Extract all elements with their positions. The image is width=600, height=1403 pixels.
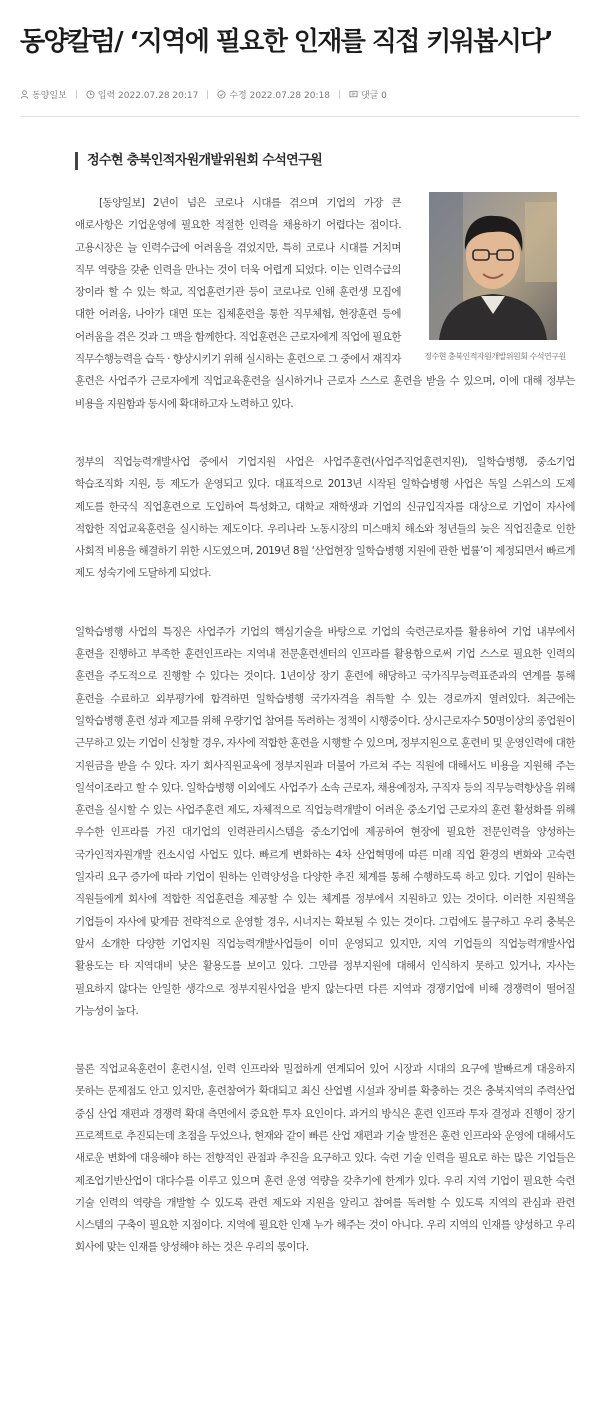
- article-subtitle: 정수현 충북인적자원개발위원회 수석연구원: [75, 152, 580, 170]
- header-divider: [20, 116, 580, 117]
- input-date: 입력 2022.07.28 20:17: [97, 90, 199, 101]
- article-paragraph: [동양일보] 2년이 넘은 코로나 시대를 겪으며 기업의 가장 큰 애로사항은 기업운영에 필요한 적절한 인력을 채용하기 어렵다는 점이다. 고용시장은 늘 인력수급에 어려움을 겪었지만, 특히 코로나 시대를 거치며 직무 역량을 갖춘 인력을 만나는 것이 더욱 어렵게 되었다. 이는 인력수급의 장이라 할 수 있는 학교, 직업훈련기관 등이 코로나로 인해 훈련생 모집에 대한 어려움, 나아가 대면 또는 집체훈련을 통한 직무체험, 현장훈련 등에 어려움을 겪은 것과 그 맥을 함께한다. 직업훈련은 근로자에게 직업에 필요한 직무수행능력을 습득 · 향상시키기 위해 실시하는 훈련으로 그 중에서 재직자 훈련은 사업주가 근로자에게 직업교육훈련을 실시하거나 근로자 스스로 훈련을 받을 수 있으며, 이에 대해 정부는 비용을 지원함과 동시에 확대하고자 노력하고 있다.: [75, 197, 575, 410]
- meta-divider: [76, 90, 77, 99]
- author-info[interactable]: [20, 88, 67, 101]
- comment-icon: [349, 90, 358, 99]
- article-paragraph: 일학습병행 사업의 특징은 사업주가 기업의 핵심기술을 바탕으로 기업의 숙련근로자를 활용하여 기업 내부에서 훈련을 진행하고 부족한 훈련인프라는 지역내 전문훈련센터의 인프라를 활용함으로써 기업 스스로 필요한 인력의 훈련을 주도적으로 진행할 수 있다는 것이다. 1년이상 장기 훈련에 해당하고 국가직무능력표준과의 연계를 통해 훈련을 수료하고 외부평가에 합격하면 일학습병행 국가자격을 취득할 수 있는 경로까지 열려있다. 최근에는 일학습병행 훈련 성과 제고를 위해 우량기업 참여를 독려하는 정책이 시행중이다. 상시근로자수 50명이상의 종업원이 근무하고 있는 기업이 신청할 경우, 자사에 적합한 훈련을 시행할 수 있으며, 정부지원으로 훈련비 및 운영인력에 대한 지원금을 받을 수 있다. 자기 회사직원교육에 정부지원과 더불어 가르쳐 주는 직원에 대해서도 비용을 지원해 주는 일석이조라고 할 수 있다. 일학습병행 이외에도 사업주가 소속 근로자, 채용예정자, 구직자 등의 직무능력향상을 위해 훈련을 실시할 수 있는 사업주훈련 제도, 자체적으로 직업능력개발이 어려운 중소기업 근로자의 훈련 활성화를 위해 우수한 인프라를 가진 대기업의 인력관리시스템을 중소기업에 제공하여 현장에 필요한 전문인력을 양성하는 국가인적자원개발 컨소시엄 사업도 있다. 빠르게 변화하는 4차 산업혁명에 따른 미래 직업 환경의 변화와 고숙련 일자리 요구 증가에 따라 기업이 원하는 인력양성을 다양한 추진 체계를 통해 수행하도록 하고 있다. 기업이 원하는 직원들에게 회사에 적합한 직업훈련을 제공할 수 있는 체계를 정부에서 지원하고 있는 것이다. 이러한 지원책을 기업들이 자사에 맞게끔 전략적으로 운영할 경우, 시너지는 확보될 수 있는 것이다. 그럼에도 불구하고 우리 충북은 앞서 소개한 다양한 기업지원 직업능력개발사업들이 이미 운영되고 있지만, 지역 기업들의 직업능력개발사업 활용도는 타 지역대비 낮은 활용도를 보이고 있다. 그만큼 정부지원에 대해서 인식하지 못하고 있거나, 자사는 필요하지 않다는 안일한 생각으로 정부지원사업을 받지 않는다면 다른 지역과 경쟁기업에 비해 경쟁력이 떨어질 가능성이 높다.: [75, 625, 575, 1017]
- photo-caption: 정수현 충북인적자원개발위원회 수석연구원: [424, 352, 566, 361]
- input-date-info: [86, 88, 199, 101]
- article-meta: [20, 86, 580, 102]
- person-icon: [20, 90, 29, 99]
- article-headline: 동양칼럼/ ‘지역에 필요한 인재를 직접 키워봅시다’: [20, 27, 553, 57]
- meta-divider: [207, 90, 208, 99]
- check-circle-icon: [217, 90, 226, 99]
- article-paragraph: 정부의 직업능력개발사업 중에서 기업지원 사업은 사업주훈련(사업주직업훈련지원), 일학습병행, 중소기업 학습조직화 지원, 등 제도가 운영되고 있다. 대표적으로 2013년 시작된 일학습병행 사업은 독일 스위스의 도제 제도를 한국식 직업훈련으로 도입하여 특성화고, 대학교 재학생과 기업의 신규입직자를 대상으로 기업이 자사에 적합한 직업교육훈련을 실시하는 제도이다. 우리나라 노동시장의 미스매치 해소와 청년들의 늦은 직업진출로 인한 사회적 비용을 해결하기 위한 시도였으며, 2019년 8월 ‘산업현장 일학습병행 지원에 관한 법률’이 제정되면서 빠르게 제도 성숙기에 도달하게 되었다.: [75, 455, 575, 580]
- comments-link[interactable]: [349, 88, 387, 101]
- author-name: 동양일보: [32, 90, 67, 101]
- modified-date-info: [217, 88, 330, 101]
- article-body: [75, 192, 575, 1259]
- comment-count: 댓글 0: [360, 90, 387, 101]
- article-paragraph: 물론 직업교육훈련이 훈련시설, 인력 인프라와 밀접하게 연계되어 있어 시장과 시대의 요구에 발빠르게 대응하지 못하는 문제점도 안고 있지만, 훈련참여가 확대되고 최신 산업별 시설과 장비를 확충하는 것은 충북지역의 주력산업 중심 산업 재편과 경쟁력 확대 측면에서 중요한 투자 요인이다. 과거의 방식은 훈련 인프라 투자 결정과 진행이 장기 프로젝트로 추진되는데 초점을 두었으나, 현재와 같이 빠른 산업 재편과 기술 발전은 훈련 인프라와 운영에 대해서도 새로운 변화에 대응해야 하는 전향적인 관점과 추진을 요구하고 있다. 숙련 기술 인력을 필요로 하는 많은 기업들은 제조업기반산업이 대다수를 이루고 있으며 훈련 운영 역량을 갖추기에 한계가 있다. 우리 지역 기업이 필요한 숙련 기술 인력의 역량을 개발할 수 있도록 관련 제도와 지원을 알리고 참여를 독려할 수 있도록 지역의 관심과 관련 시스템의 구축이 필요한 지점이다. 지역에 필요한 인재 누가 해주는 것이 아니다. 우리 지역의 인재를 양성하고 우리 회사에 맞는 인재를 양성해야 하는 것은 우리의 몫이다.: [75, 1063, 575, 1254]
- modified-date: 수정 2022.07.28 20:18: [229, 90, 330, 101]
- clock-icon: [86, 90, 95, 99]
- author-photo: [429, 192, 557, 340]
- meta-divider: [339, 90, 340, 99]
- author-photo-figure: [415, 192, 575, 362]
